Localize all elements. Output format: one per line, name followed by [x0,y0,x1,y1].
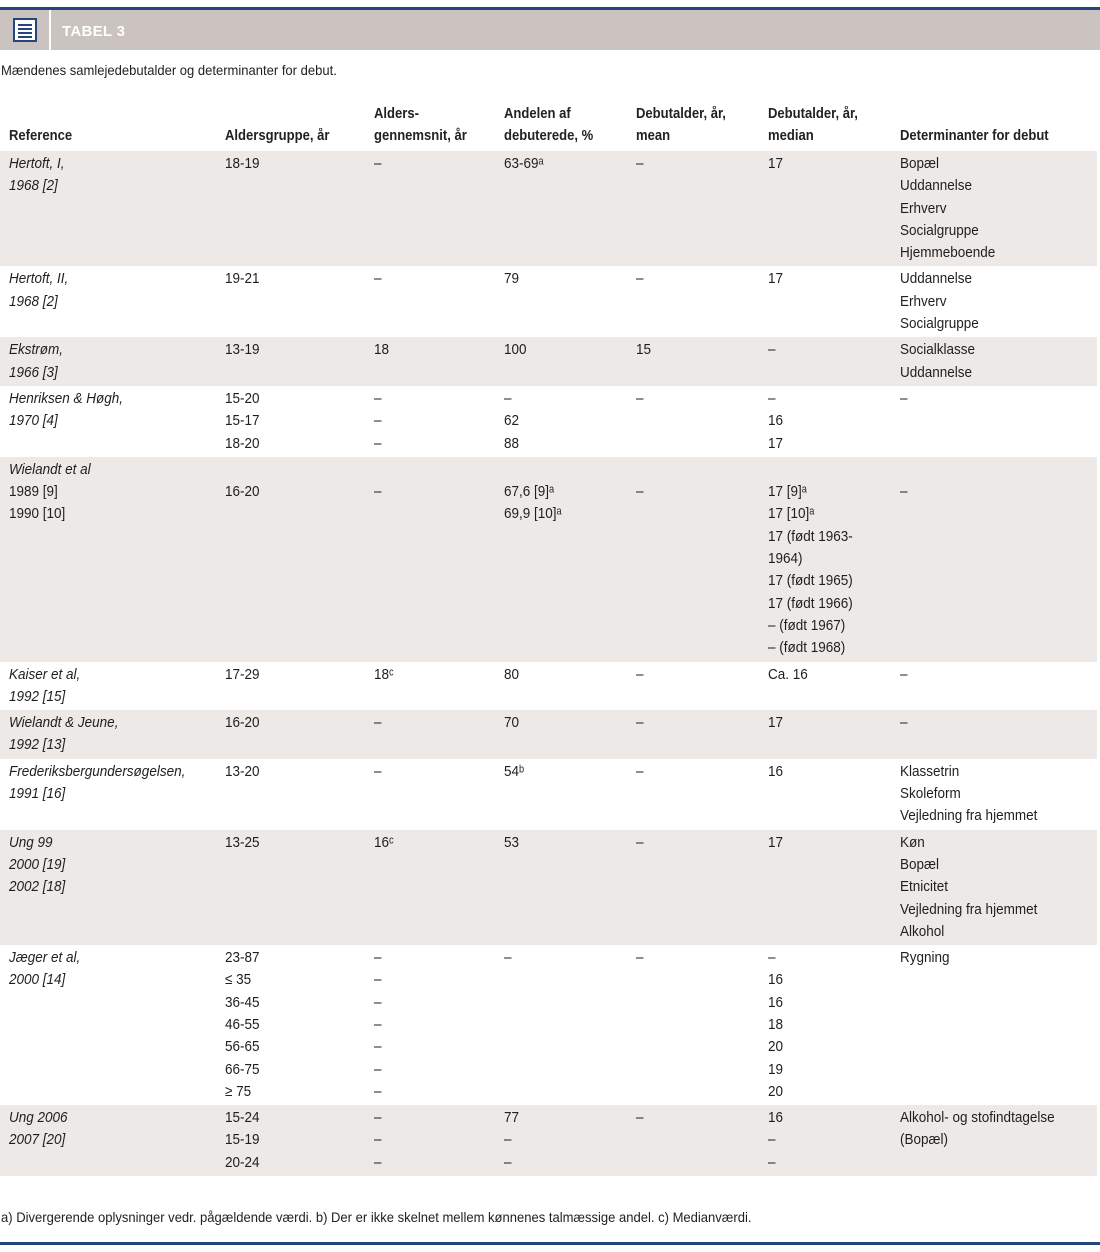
bottom-rule [0,1242,1100,1245]
reference-cell: Ekstrøm, 1966 [3] [0,337,216,386]
mean-cell: – [627,151,759,266]
age-group-cell: 15-20 15-17 18-20 [216,386,365,457]
data-table [0,103,1097,1176]
reference-cell: Hertoft, II, 1968 [2] [0,266,216,337]
median-cell: 17 [759,151,891,266]
mean-cell: – [627,266,759,337]
share-cell: 77 – – [495,1105,627,1176]
determinants-cell: – [891,662,1097,711]
reference-cell: Ung 99 2000 [19] 2002 [18] [0,830,216,945]
reference-group-label: Wielandt et al [9,460,91,478]
column-header: Determinanter for debut [900,128,1049,144]
share-cell: – 62 88 [495,386,627,457]
mean-cell: – [627,945,759,1105]
table-row [0,1105,1097,1176]
age-group-cell: 16-20 [216,710,365,759]
column-header: Reference [9,128,73,144]
reference-cell: Jæger et al, 2000 [14] [0,945,216,1105]
determinants-cell: Køn Bopæl Etnicitet Vejledning fra hjemmet Alkohol [891,830,1097,945]
table-row [0,386,1097,457]
median-cell: – 16 16 18 20 19 20 [759,945,891,1105]
reference-cell: Wielandt & Jeune, 1992 [13] [0,710,216,759]
determinants-cell: Socialklasse Uddannelse [891,337,1097,386]
mean-cell: – [627,457,759,662]
share-cell: 63-69ᵃ [495,151,627,266]
age-average-cell: – [365,457,495,662]
column-header: Aldersgruppe, år [225,128,330,144]
mean-cell: – [627,1105,759,1176]
table-row [0,710,1097,759]
table-row [0,151,1097,266]
table-row [0,337,1097,386]
median-cell: – [759,337,891,386]
reference-cell: Henriksen & Høgh, 1970 [4] [0,386,216,457]
table-row [0,945,1097,1105]
column-header: Debutalder, år, median [768,106,858,144]
column-header: Alders- gennemsnit, år [374,106,467,144]
age-group-cell: 16-20 [216,457,365,662]
determinants-cell: Uddannelse Erhverv Socialgruppe [891,266,1097,337]
age-average-cell: – [365,710,495,759]
age-group-cell: 19-21 [216,266,365,337]
median-cell: 16 – – [759,1105,891,1176]
age-group-cell: 23-87 ≤ 35 36-45 46-55 56-65 66-75 ≥ 75 [216,945,365,1105]
age-group-cell: 18-19 [216,151,365,266]
table-header-bar [0,10,1100,50]
share-cell: 70 [495,710,627,759]
share-cell: 54ᵇ [495,759,627,830]
median-cell: 17 [9]ᵃ 17 [10]ᵃ 17 (født 1963- 1964) 17 (født 1965) 17 (født 1966) – (født 1967) – (født 1968) [759,457,891,662]
share-cell: 80 [495,662,627,711]
median-cell: 17 [759,830,891,945]
share-cell: 53 [495,830,627,945]
table-row [0,457,1097,662]
determinants-cell: Rygning [891,945,1097,1105]
determinants-cell: – [891,457,1097,662]
table-header-row [0,103,1097,151]
age-average-cell: – – – [365,1105,495,1176]
reference-cell: Kaiser et al, 1992 [15] [0,662,216,711]
document-icon [6,12,44,48]
mean-cell: – [627,662,759,711]
table-footnote: a) Divergerende oplysninger vedr. pågældende værdi. b) Der er ikke skelnet mellem kønnenes talmæssige andel. c) Medianværdi. [1,1209,752,1225]
age-average-cell: – – – – – – – [365,945,495,1105]
age-average-cell: – [365,759,495,830]
reference-cell: Frederiksbergundersøgelsen, 1991 [16] [0,759,216,830]
share-cell: 67,6 [9]ᵃ 69,9 [10]ᵃ [495,457,627,662]
mean-cell: – [627,710,759,759]
age-average-cell: – [365,151,495,266]
median-cell: 17 [759,710,891,759]
table-row [0,266,1097,337]
age-average-cell: 18 [365,337,495,386]
share-cell: – [495,945,627,1105]
share-cell: 100 [495,337,627,386]
mean-cell: – [627,386,759,457]
median-cell: Ca. 16 [759,662,891,711]
median-cell: 16 [759,759,891,830]
age-average-cell: 18ᶜ [365,662,495,711]
determinants-cell: Bopæl Uddannelse Erhverv Socialgruppe Hjemmeboende [891,151,1097,266]
share-cell: 79 [495,266,627,337]
header-separator [49,10,51,50]
table-title: TABEL 3 [62,23,126,40]
age-average-cell: 16ᶜ [365,830,495,945]
determinants-cell: Alkohol- og stofindtagelse (Bopæl) [891,1105,1097,1176]
mean-cell: 15 [627,337,759,386]
age-average-cell: – – – [365,386,495,457]
age-average-cell: – [365,266,495,337]
column-header: Andelen af debuterede, % [504,106,594,144]
median-cell: 17 [759,266,891,337]
age-group-cell: 13-20 [216,759,365,830]
table-row [0,662,1097,711]
table-caption: Mændenes samlejedebutalder og determinanter for debut. [1,62,337,78]
age-group-cell: 13-19 [216,337,365,386]
reference-cell: Ung 2006 2007 [20] [0,1105,216,1176]
median-cell: – 16 17 [759,386,891,457]
table-row [0,759,1097,830]
table-row [0,830,1097,945]
mean-cell: – [627,830,759,945]
reference-cell: Wielandt et al 1989 [9] 1990 [10] [0,457,216,662]
age-group-cell: 13-25 [216,830,365,945]
age-group-cell: 15-24 15-19 20-24 [216,1105,365,1176]
column-header: Debutalder, år, mean [636,106,726,144]
reference-cell: Hertoft, I, 1968 [2] [0,151,216,266]
determinants-cell: – [891,386,1097,457]
age-group-cell: 17-29 [216,662,365,711]
determinants-cell: Klassetrin Skoleform Vejledning fra hjemmet [891,759,1097,830]
mean-cell: – [627,759,759,830]
determinants-cell: – [891,710,1097,759]
